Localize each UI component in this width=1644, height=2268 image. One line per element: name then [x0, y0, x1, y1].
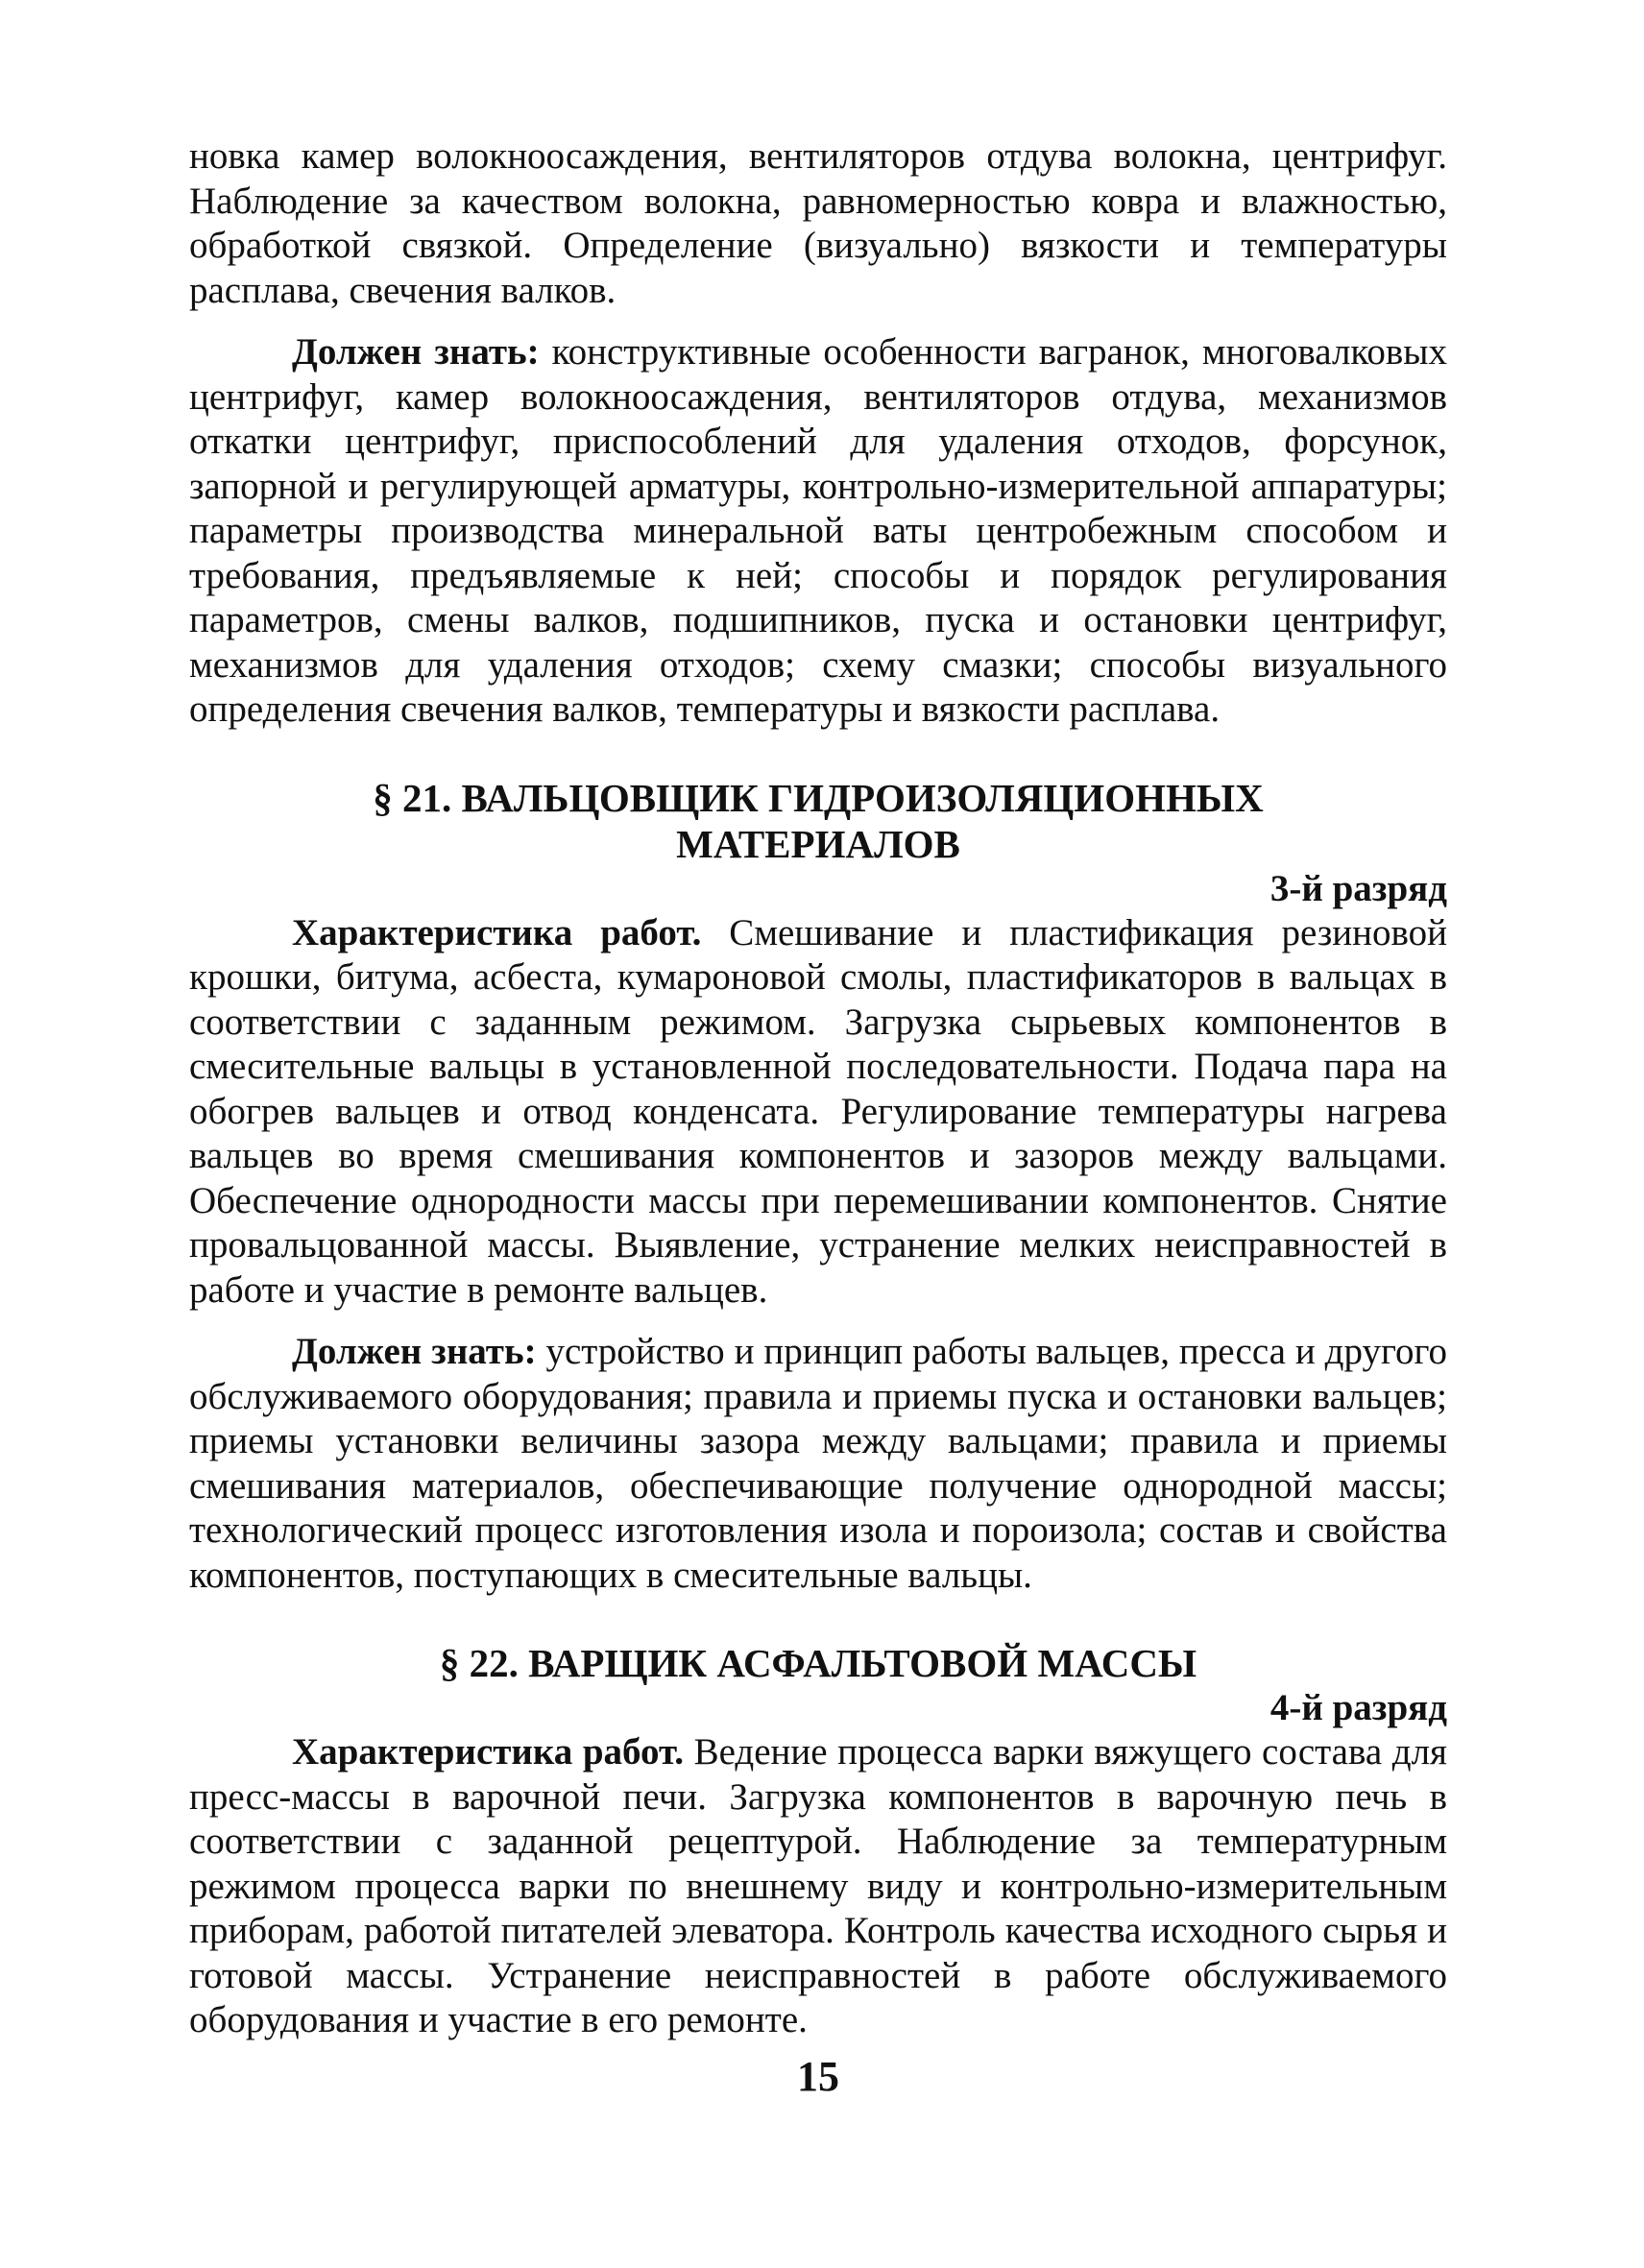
characteristics-text: Смешивание и пластификация резиновой крошки, битума, асбеста, кумароновой смолы, пластификаторов в вальцах в соответствии с заданным режимом. Загрузка сырьевых компонентов в смесительные вальцы в установленной последовательности. Подача пара на обогрев вальцев и отвод конденсата. Регулирование температуры нагрева вальцев во время смешивания компонентов и зазоров между вальцами. Обеспечение однородности массы при перемешивании компонентов. Снятие провальцованной массы. Выявление, устранение мелких неисправностей в работе и участие в ремонте вальцев.: [189, 911, 1447, 1311]
section21-title-line1: § 21. ВАЛЬЦОВЩИК ГИДРОИЗОЛЯЦИОННЫХ: [373, 775, 1264, 820]
knowledge-text: устройство и принцип работы вальцев, пресса и другого обслуживаемого оборудования; правила и приемы пуска и остановки вальцев; приемы установки величины зазора между вальцами; правила и приемы смешивания материалов, обеспечивающие получение однородной массы; технологический процесс изготовления изола и пороизола; состав и свойства компонентов, поступающих в смесительные вальцы.: [189, 1331, 1447, 1596]
knowledge-text: конструктивные особенности вагранок, многовалковых центрифуг, камер волокноосаждения, вентиляторов отдува, механизмов откатки центрифуг, приспособлений для удаления отходов, форсунок, запорной и регулирующей арматуры, контрольно-измерительной аппаратуры; параметры производства минеральной ваты центробежным способом и требования, предъявляемые к ней; способы и порядок регулирования параметров, смены валков, подшипников, пуска и остановки центрифуг, механизмов для удаления отходов; схему смазки; способы визуального определения свечения валков, температуры и вязкости расплава.: [189, 331, 1447, 730]
section20-knowledge-paragraph: [189, 330, 1447, 733]
knowledge-lead: Должен знать:: [292, 331, 540, 373]
page-content: [189, 134, 1447, 2101]
continuation-paragraph: новка камер волокноосаждения, вентиляторов отдува волокна, центрифуг. Наблюдение за качеством волокна, равномерностью ковра и влажностью, обработкой связкой. Определение (визуально) вязкости и температуры расплава, свечения валков.: [189, 135, 1447, 311]
characteristics-lead: Характеристика работ.: [292, 1731, 684, 1773]
section21-knowledge-paragraph: [189, 1330, 1447, 1598]
section21-grade: 3-й разряд: [1269, 867, 1447, 909]
section22-characteristics-paragraph: [189, 1730, 1447, 2043]
section21-title-line2: МАТЕРИАЛОВ: [676, 821, 960, 866]
section21-characteristics-paragraph: [189, 911, 1447, 1314]
characteristics-text: Ведение процесса варки вяжущего состава для пресс-массы в варочной печи. Загрузка компонентов в варочную печь в соответствии с заданной рецептурой. Наблюдение за температурным режимом процесса варки по внешнему виду и контрольно-измерительным приборам, работой питателей элеватора. Контроль качества исходного сырья и готовой массы. Устранение неисправностей в работе обслуживаемого оборудования и участие в его ремонте.: [189, 1731, 1447, 2040]
characteristics-lead: Характеристика работ.: [292, 911, 702, 953]
section22-title: § 22. ВАРЩИК АСФАЛЬТОВОЙ МАССЫ: [439, 1641, 1197, 1685]
section22-grade: 4-й разряд: [1269, 1687, 1447, 1728]
knowledge-lead: Должен знать:: [292, 1331, 537, 1372]
page-number: 15: [797, 2052, 839, 2100]
